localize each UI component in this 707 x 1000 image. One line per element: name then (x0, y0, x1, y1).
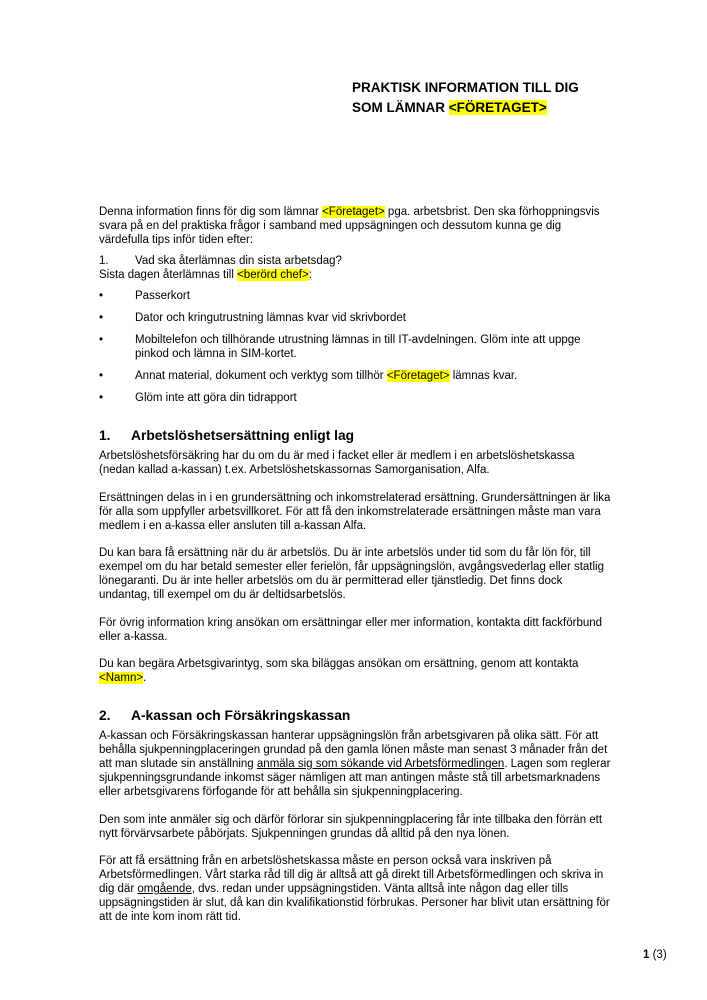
checklist-item-4 (99, 369, 613, 383)
section-1-title: Arbetslöshetsersättning enligt lag (131, 428, 355, 443)
question-line (99, 254, 613, 268)
manager-placeholder: <berörd chef> (237, 269, 309, 281)
certificate-text-post: . (143, 672, 147, 684)
checklist-item-text-pre: Annat material, dokument och verktyg som tillhör (135, 370, 387, 382)
document-body (99, 205, 613, 938)
checklist-item-2 (99, 311, 613, 325)
page-number-total: (3) (649, 949, 667, 961)
intro-text-pre: Denna information finns för dig som lämnar (99, 206, 323, 218)
section-1-paragraph-2: Ersättningen delas in i en grundersättning och inkomstrelaterad ersättning. Grundersättningen är lika för alla som uppfyller arbetsvillkoret. För att få den inkomstrelaterade ersättningen måste man vara medlem i en a-kassa eller ansluten till a-kassan Alfa. (99, 491, 611, 532)
checklist-item-text: Dator och kringutrustning lämnas kvar vid skrivbordet (135, 312, 407, 324)
s2p1-text-pre: A-kassan och Försäkringskassan hanterar uppsägningslön från arbetsgivaren på olika sätt. För att behålla sjukpenningplaceringen grundad på den gamla lönen måste man senast 3 månader från det att man slutade sin anställning (99, 730, 608, 770)
return-checklist (99, 289, 613, 405)
checklist-item-text: Glöm inte att göra din tidrapport (135, 392, 297, 404)
section-1-number: 1. (99, 428, 111, 443)
page-number-current: 1 (643, 949, 650, 961)
checklist-item-text-post: lämnas kvar. (449, 370, 518, 382)
section-2-paragraph-2: Den som inte anmäler sig och därför förlorar sin sjukpenningplacering får inte tillbaka den förrän ett nytt förvärvsarbete påbörjats. Sjukpenningen grundas då alltid på den nya lönen. (99, 813, 603, 840)
section-2-paragraph-1 (99, 729, 613, 799)
bullet-icon: • (99, 334, 104, 346)
name-placeholder: <Namn> (99, 672, 144, 684)
section-2-title: A-kassan och Försäkringskassan (131, 708, 351, 723)
section-1-paragraph-1: Arbetslöshetsförsäkring har du om du är med i facket eller är medlem i en arbetslöshetskassa (nedan kallad a-kassan) t.ex. Arbetslöshetskassornas Samorganisation, Alfa. (99, 450, 575, 476)
return-text-pre: Sista dagen återlämnas till (99, 269, 238, 281)
checklist-item-3 (99, 333, 613, 361)
bullet-icon: • (99, 312, 104, 324)
return-instruction-line (99, 268, 613, 282)
section-2-paragraph-3 (99, 854, 613, 924)
bullet-icon: • (99, 392, 104, 404)
intro-paragraph (99, 205, 613, 247)
bullet-icon: • (99, 370, 104, 382)
title-line-2-text: SOM LÄMNAR (352, 100, 449, 115)
s2p1-text-post: . Lagen som reglerar sjukpenningsgrundande inkomst säger nämligen att man antingen måste stå till arbetsmarknadens eller arbetsgivarens förfogande för att behålla sin sjukpenningplacering. (99, 758, 611, 798)
title-line-1: PRAKTISK INFORMATION TILL DIG (352, 80, 579, 95)
section-2-number: 2. (99, 708, 111, 723)
checklist-item-1 (99, 289, 613, 303)
checklist-item-text: Mobiltelefon och tillhörande utrustning lämnas in till IT-avdelningen. Glöm inte att uppge pinkod och lämna in SIM-kortet. (135, 334, 581, 360)
section-1-heading (99, 427, 613, 444)
certificate-text-pre: Du kan begära Arbetsgivarintyg, som ska biläggas ansökan om ersättning, genom att kontakta (99, 658, 579, 670)
question-text: Vad ska återlämnas din sista arbetsdag? (135, 255, 342, 267)
underline-immediately-word: omgående (137, 883, 192, 895)
bullet-icon: • (99, 290, 104, 302)
underline-registration-phrase: anmäla sig som sökande vid Arbetsförmedlingen (256, 758, 505, 770)
section-1-paragraph-3: Du kan bara få ersättning när du är arbetslös. Du är inte arbetslös under tid som du får lön för, till exempel om du har betald semester eller ferielön, får uppsägningslön, avgångsvederlag eller statlig lönegaranti. Du är inte heller arbetslös om du är permitterad eller tjänstledig. Det finns dock undantag, till exempel om du är deltidsarbetslös. (99, 547, 605, 601)
title-line-2 (352, 98, 579, 118)
checklist-item-5 (99, 391, 613, 405)
checklist-item-text (135, 369, 517, 383)
company-placeholder: <Företaget> (322, 206, 385, 218)
s2p3-text-pre: För att få ersättning från en arbetslöshetskassa måste en person också vara inskriven på Arbetsförmedlingen. Vårt starka råd till dig är alltså att gå direkt till Arbetsförmedlingen och skriva in dig där (99, 855, 604, 895)
document-title (352, 78, 579, 118)
checklist-item-text: Passerkort (135, 290, 190, 302)
question-number: 1. (99, 255, 109, 267)
section-1-paragraph-4: För övrig information kring ansökan om ersättningar eller mer information, kontakta ditt fackförbund eller a-kassa. (99, 616, 603, 643)
return-text-post: : (308, 269, 312, 281)
intro-text-post: pga. arbetsbrist. Den ska förhoppningsvis svara på en del praktiska frågor i samband med uppsägningen och dessutom kunna ge dig värdefulla tips inför tiden efter: (99, 206, 600, 246)
section-2-heading (99, 707, 613, 724)
title-company-placeholder: <FÖRETAGET> (448, 100, 547, 115)
page-number-footer (643, 948, 667, 962)
s2p3-text-post: , dvs. redan under uppsägningstiden. Vänta alltså inte någon dag eller tills uppsägningstiden är slut, då kan din kvalifikationstid förbrukas. Personer har blivit utan ersättning för att de inte kom inom rätt tid. (99, 883, 610, 923)
section-1-paragraph-5 (99, 657, 613, 685)
company-placeholder: <Företaget> (386, 370, 450, 382)
